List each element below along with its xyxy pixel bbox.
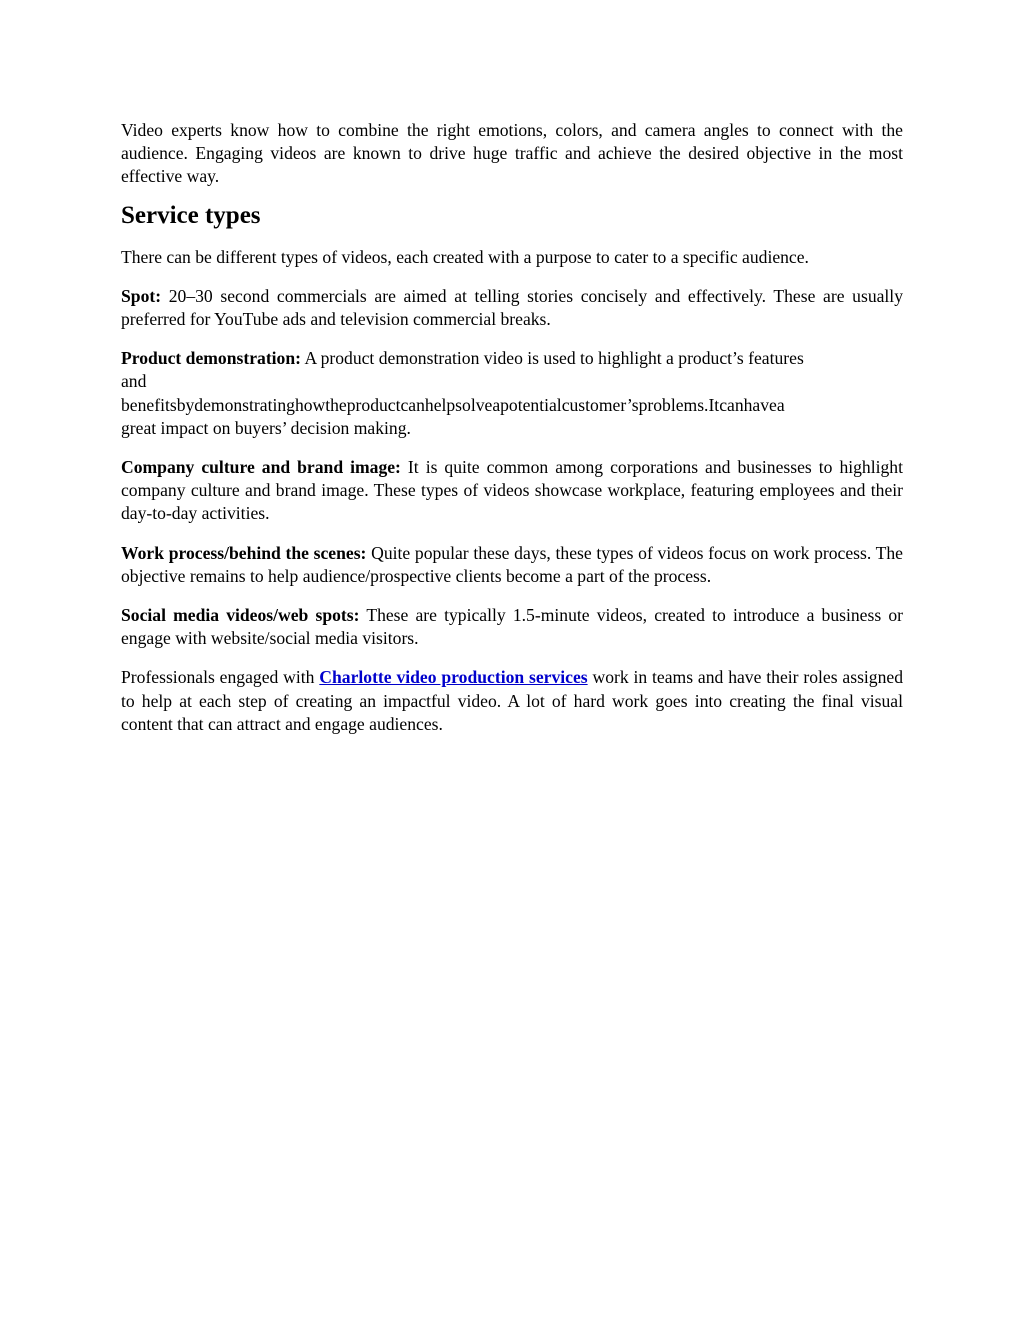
types-paragraph: There can be different types of videos, each created with a purpose to cater to a specific audience. xyxy=(121,246,809,267)
document-page xyxy=(121,119,903,736)
intro-paragraph: Video experts know how to combine the right emotions, colors, and camera angles to connect with the audience. Engaging videos are known to drive huge traffic and achieve the desired objective in the most effective way. xyxy=(121,120,903,187)
product-text-line3: benefitsbydemonstratinghowtheproductcanhelpsolveapotentialcustomer’sproblems.Itcanhavea xyxy=(121,394,785,415)
product-text-line1: A product demonstration video is used to highlight a product’s features xyxy=(301,348,804,369)
social-text: These are typically 1.5-minute videos, created to introduce a business or engage with website/social media visitors. xyxy=(121,605,903,649)
spot-label: Spot: xyxy=(121,285,162,306)
closing-text-before: Professionals engaged with xyxy=(121,667,320,688)
culture-paragraph xyxy=(121,456,903,526)
product-text-line4: great impact on buyers’ decision making. xyxy=(121,417,411,438)
closing-text-after: work in teams and have their roles assigned to help at each step of creating an impactful video. A lot of hard work goes into creating the final visual content that can attract and engage audiences. xyxy=(121,667,903,734)
product-label: Product demonstration: xyxy=(121,348,302,369)
culture-label: Company culture and brand image: xyxy=(121,457,401,478)
spot-paragraph xyxy=(121,285,903,331)
product-text-line2: and xyxy=(121,371,147,392)
section-heading: Service types xyxy=(121,201,261,229)
social-paragraph xyxy=(121,604,903,650)
process-text: Quite popular these days, these types of videos focus on work process. The objective remains to help audience/prospective clients become a part of the process. xyxy=(121,542,903,586)
product-paragraph xyxy=(121,347,903,440)
culture-text: It is quite common among corporations and businesses to highlight company culture and brand image. These types of videos showcase workplace, featuring employees and their day-to-day activities. xyxy=(121,457,903,524)
process-paragraph xyxy=(121,542,903,588)
charlotte-video-production-link[interactable]: Charlotte video production services xyxy=(319,667,588,688)
closing-paragraph xyxy=(121,666,903,736)
spot-text: 20–30 second commercials are aimed at telling stories concisely and effectively. These are usually preferred for YouTube ads and television commercial breaks. xyxy=(121,285,903,330)
social-label: Social media videos/web spots: xyxy=(121,605,360,626)
process-label: Work process/behind the scenes: xyxy=(121,542,367,563)
